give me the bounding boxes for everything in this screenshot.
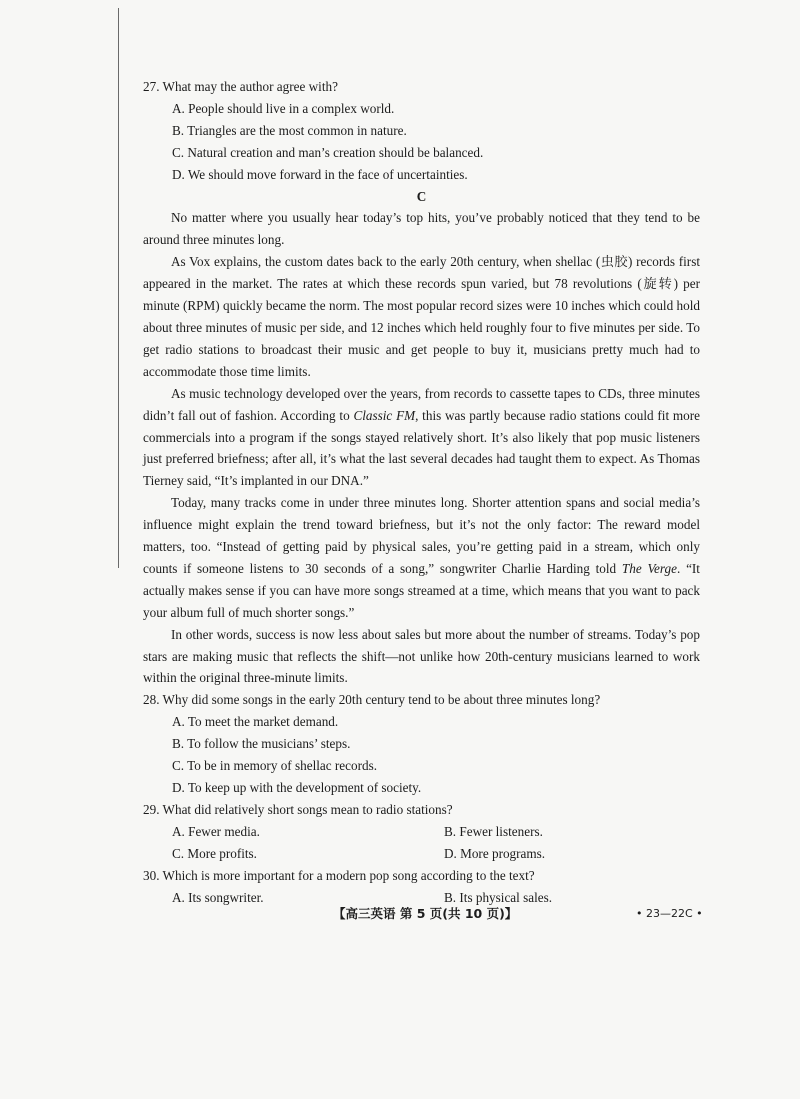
- q29-options-row-2: [172, 843, 700, 865]
- q29-options-row-1: [172, 821, 700, 843]
- exam-page-content: [143, 76, 700, 908]
- question-30: 30. Which is more important for a modern pop song according to the text?: [143, 867, 535, 883]
- the-verge-title: The Verge: [621, 560, 677, 576]
- question-28: 28. Why did some songs in the early 20th century tend to be about three minutes long?: [143, 692, 601, 708]
- question-27: 27. What may the author agree with?: [143, 79, 338, 94]
- q28-option-d: D. To keep up with the development of society.: [172, 780, 422, 795]
- exam-code: • 23—22C •: [636, 907, 703, 920]
- passage-paragraph-1: No matter where you usually hear today’s top hits, you’ve probably noticed that they tend to be around three minutes long.: [143, 210, 700, 248]
- q27-option-a: A. People should live in a complex world.: [172, 100, 395, 116]
- q27-option-d: D. We should move forward in the face of uncertainties.: [172, 166, 468, 182]
- q27-option-c: C. Natural creation and man’s creation should be balanced.: [172, 144, 484, 160]
- q30-option-b: B. Its physical sales.: [444, 889, 553, 905]
- q28-option-b: B. To follow the musicians’ steps.: [172, 736, 351, 752]
- page-label: 【高三英语 第 5 页(共 10 页)】: [333, 906, 518, 921]
- passage-paragraph-3: As music technology developed over the years, from records to cassette tapes to CDs, three minutes didn’t fall out of fashion. According to Classic FM, this was partly because radio stations could fit more commercials into a program if the songs stayed relatively short. It’s also likely that pop music listeners just preferred briefness; after all, it’s what the last several decades had taught them to expect. As Thomas Tierney said, “It’s implanted in our DNA.”: [143, 385, 700, 489]
- q29-option-a: A. Fewer media.: [172, 823, 260, 839]
- question-29: 29. What did relatively short songs mean to radio stations?: [143, 801, 453, 817]
- q29-option-d: D. More programs.: [444, 845, 546, 861]
- q28-option-a: A. To meet the market demand.: [172, 714, 339, 730]
- passage-paragraph-4: Today, many tracks come in under three minutes long. Shorter attention spans and social media’s influence might explain the trend toward briefness, but it’s not the only factor: The reward model matters, too. “Instead of getting paid by physical sales, you’re getting paid in a stream, which only counts if someone listens to 30 seconds of a song,” songwriter Charlie Harding told The Verge. “It actually makes sense if you can have more songs streamed at a time, which means that you want to pack your album full of much shorter songs.”: [143, 495, 700, 620]
- q30-option-a: A. Its songwriter.: [172, 889, 264, 905]
- passage-title: C: [416, 188, 427, 204]
- q29-option-b: B. Fewer listeners.: [444, 823, 543, 839]
- q29-option-c: C. More profits.: [172, 845, 257, 861]
- passage-paragraph-5: In other words, success is now less about sales but more about the number of streams. Today’s pop stars are making music that reflects the shift—not unlike how 20th-century musicians learned to work within the original three-minute limits.: [143, 626, 700, 686]
- binding-margin-line: [118, 8, 119, 568]
- q28-option-c: C. To be in memory of shellac records.: [172, 758, 378, 774]
- passage-paragraph-2: As Vox explains, the custom dates back to the early 20th century, when shellac (虫胶) records first appeared in the market. The rates at which these records spun varied, but 78 revolutions (旋转) per minute (RPM) quickly became the norm. The most popular record sizes were 10 inches which could hold about three minutes of music per side, and 12 inches which held roughly four to five minutes per side. To get radio stations to broadcast their music and get people to buy it, musicians pretty much had to accommodate those time limits.: [143, 254, 700, 379]
- q27-option-b: B. Triangles are the most common in nature.: [172, 122, 407, 138]
- classic-fm-title: Classic FM: [353, 407, 416, 423]
